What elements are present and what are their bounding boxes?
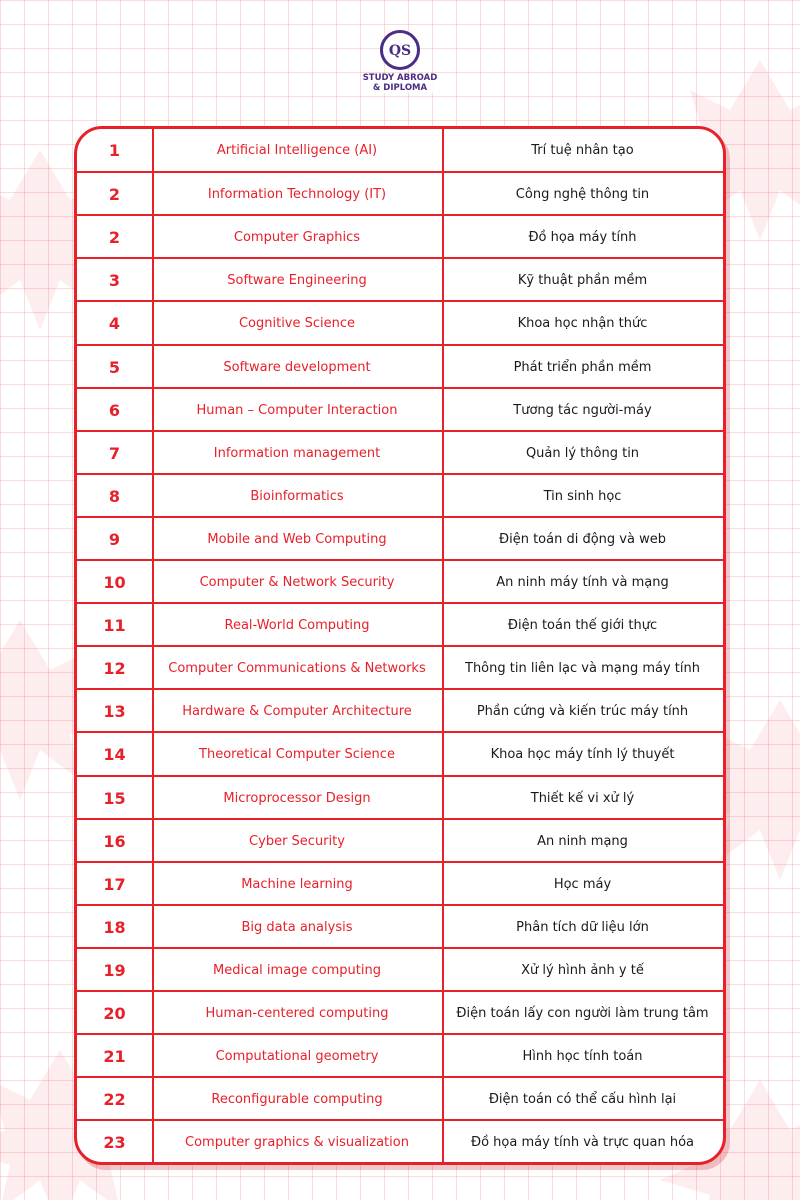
table-row <box>77 775 723 820</box>
term-vietnamese: Trí tuệ nhân tạo <box>531 143 634 159</box>
logo-emblem <box>380 30 420 70</box>
table-row <box>77 129 723 172</box>
row-number: 21 <box>103 1047 126 1067</box>
term-vietnamese: Điện toán thế giới thực <box>507 618 658 634</box>
term-english: Microprocessor Design <box>223 790 371 806</box>
row-number: 17 <box>103 874 126 894</box>
row-number: 18 <box>103 917 126 937</box>
row-number: 12 <box>103 659 126 679</box>
table-row <box>77 990 723 1035</box>
row-number: 8 <box>108 486 121 506</box>
term-english: Computer graphics & visualization <box>185 1135 409 1151</box>
term-english: Computer Communications & Networks <box>168 661 426 677</box>
logo-text <box>361 73 440 93</box>
term-english: Theoretical Computer Science <box>199 747 395 763</box>
table-row <box>77 214 723 259</box>
term-vietnamese: Hình học tính toán <box>522 1049 643 1065</box>
term-english: Real-World Computing <box>224 618 370 634</box>
row-number: 10 <box>103 573 126 593</box>
term-vietnamese: Điện toán có thể cấu hình lại <box>488 1092 677 1108</box>
term-vietnamese: Thiết kế vi xử lý <box>530 790 635 806</box>
table-row <box>77 1119 723 1164</box>
term-vietnamese: Công nghệ thông tin <box>515 187 650 203</box>
term-english: Information management <box>213 445 381 461</box>
row-number: 2 <box>108 185 121 205</box>
row-number: 9 <box>108 529 121 549</box>
table-row <box>77 387 723 432</box>
term-vietnamese: Phân tích dữ liệu lớn <box>516 919 649 935</box>
term-english: Computer Graphics <box>233 230 361 246</box>
table-row <box>77 171 723 216</box>
term-vietnamese: Học máy <box>553 876 612 892</box>
term-english: Artificial Intelligence (AI) <box>216 143 378 159</box>
row-number: 2 <box>108 228 121 248</box>
term-english: Big data analysis <box>241 919 353 935</box>
term-vietnamese: Đồ họa máy tính và trực quan hóa <box>471 1135 694 1151</box>
logo-line-2: & DIPLOMA <box>372 83 428 93</box>
row-number: 4 <box>108 314 121 334</box>
row-number: 20 <box>103 1004 126 1024</box>
table-row <box>77 645 723 690</box>
term-vietnamese: Kỹ thuật phần mềm <box>517 273 648 289</box>
term-vietnamese: Đồ họa máy tính <box>528 230 637 246</box>
term-vietnamese: Xử lý hình ảnh y tế <box>521 962 644 978</box>
table-row <box>77 1076 723 1121</box>
terms-table <box>74 126 726 1165</box>
term-english: Reconfigurable computing <box>211 1092 383 1108</box>
term-vietnamese: Tin sinh học <box>543 488 622 504</box>
term-english: Machine learning <box>241 876 353 892</box>
row-number: 14 <box>103 745 126 765</box>
row-number: 11 <box>103 616 126 636</box>
term-vietnamese: Quản lý thông tin <box>525 445 640 461</box>
row-number: 23 <box>103 1133 126 1153</box>
table-row <box>77 1033 723 1078</box>
row-number: 1 <box>108 141 121 161</box>
row-number: 15 <box>103 788 126 808</box>
term-english: Human-centered computing <box>205 1006 389 1022</box>
term-english: Software Engineering <box>227 273 367 289</box>
row-number: 6 <box>108 400 121 420</box>
term-english: Software development <box>223 359 371 375</box>
term-vietnamese: Phát triển phần mềm <box>513 359 652 375</box>
table-row <box>77 731 723 776</box>
table-row <box>77 559 723 604</box>
term-vietnamese: An ninh máy tính và mạng <box>496 575 669 591</box>
table-row <box>77 516 723 561</box>
row-number: 13 <box>103 702 126 722</box>
table-row <box>77 947 723 992</box>
logo <box>357 30 443 102</box>
term-vietnamese: Phần cứng và kiến trúc máy tính <box>476 704 689 720</box>
term-english: Computer & Network Security <box>199 575 395 591</box>
term-english: Cyber Security <box>249 833 345 849</box>
term-english: Information Technology (IT) <box>207 187 387 203</box>
term-vietnamese: An ninh mạng <box>537 833 628 849</box>
term-english: Computational geometry <box>215 1049 379 1065</box>
row-number: 19 <box>103 960 126 980</box>
table-row <box>77 300 723 345</box>
table-row <box>77 818 723 863</box>
row-number: 5 <box>108 357 121 377</box>
term-vietnamese: Điện toán di động và web <box>499 531 666 547</box>
table-row <box>77 257 723 302</box>
row-number: 3 <box>108 271 121 291</box>
term-english: Hardware & Computer Architecture <box>182 704 412 720</box>
table-row <box>77 602 723 647</box>
row-number: 16 <box>103 831 126 851</box>
table-row <box>77 430 723 475</box>
table-row <box>77 473 723 518</box>
term-vietnamese: Khoa học máy tính lý thuyết <box>490 747 675 763</box>
logo-line-1: STUDY ABROAD <box>362 73 438 83</box>
row-number: 22 <box>103 1090 126 1110</box>
logo-monogram: QS <box>388 43 412 59</box>
term-vietnamese: Tương tác người-máy <box>513 402 652 418</box>
table-row <box>77 688 723 733</box>
term-english: Cognitive Science <box>238 316 356 332</box>
table-row <box>77 904 723 949</box>
term-vietnamese: Thông tin liên lạc và mạng máy tính <box>465 661 700 677</box>
term-english: Human – Computer Interaction <box>196 402 398 418</box>
term-english: Medical image computing <box>212 962 382 978</box>
term-vietnamese: Điện toán lấy con người làm trung tâm <box>456 1006 709 1022</box>
term-english: Bioinformatics <box>250 488 344 504</box>
term-vietnamese: Khoa học nhận thức <box>517 316 648 332</box>
table-row <box>77 344 723 389</box>
table-row <box>77 861 723 906</box>
row-number: 7 <box>108 443 121 463</box>
term-english: Mobile and Web Computing <box>207 531 387 547</box>
